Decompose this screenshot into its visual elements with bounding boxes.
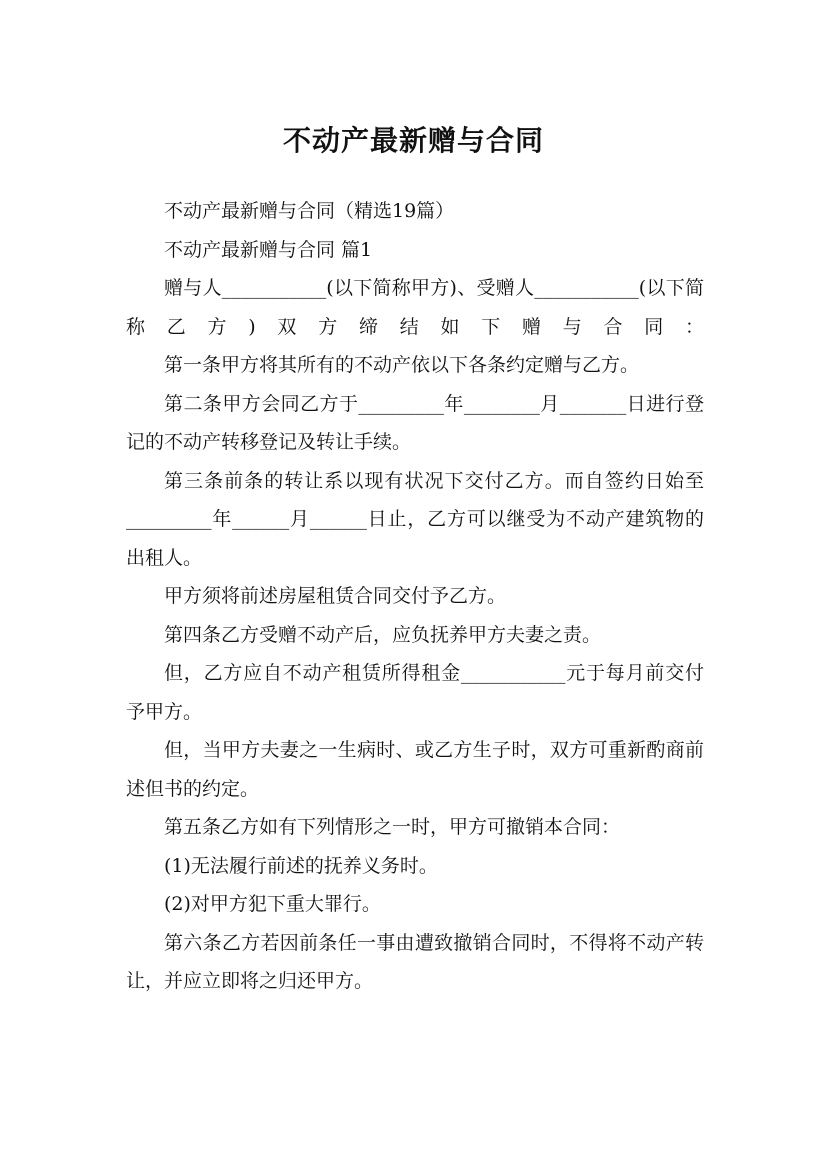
paragraph-article-6: 第六条乙方若因前条任一事由遭致撤销合同时，不得将不动产转让，并应立即将之归还甲方。: [126, 931, 704, 992]
paragraph-subtitle: 不动产最新赠与合同（精选19篇）: [164, 200, 455, 222]
document-title: 不动产最新赠与合同: [282, 123, 544, 157]
paragraph-article-3: 第三条前条的转让系以现有状况下交付乙方。而自签约日始至_________年______月______日止，乙方可以继受为不动产建筑物的出租人。: [126, 469, 704, 569]
paragraph-article-2: 第二条甲方会同乙方于_________年________月_______日进行登记的不动产转移登记及转让手续。: [126, 392, 704, 453]
paragraph-article-1: 第一条甲方将其所有的不动产依以下各条约定赠与乙方。: [164, 354, 640, 376]
paragraph-renegotiation: 但，当甲方夫妻之一生病时、或乙方生子时，双方可重新酌商前述但书的约定。: [126, 739, 704, 800]
paragraph-lease-transfer: 甲方须将前述房屋租赁合同交付予乙方。: [164, 585, 507, 607]
list-item-2: (2)对甲方犯下重大罪行。: [164, 893, 381, 915]
paragraph-article-5: 第五条乙方如有下列情形之一时，甲方可撤销本合同：: [164, 816, 621, 838]
list-item-1: (1)无法履行前述的抚养义务时。: [164, 854, 438, 877]
paragraph-parties: 赠与人___________(以下简称甲方)、受赠人___________(以下简称乙方)双方缔结如下赠与合同：: [126, 277, 704, 338]
paragraph-article-4: 第四条乙方受赠不动产后，应负抚养甲方夫妻之责。: [164, 623, 602, 646]
paragraph-rent-proviso: 但，乙方应自不动产租赁所得租金___________元于每月前交付予甲方。: [126, 662, 704, 723]
document-body: [126, 192, 704, 1001]
paragraph-section-heading: 不动产最新赠与合同 篇1: [164, 238, 373, 261]
